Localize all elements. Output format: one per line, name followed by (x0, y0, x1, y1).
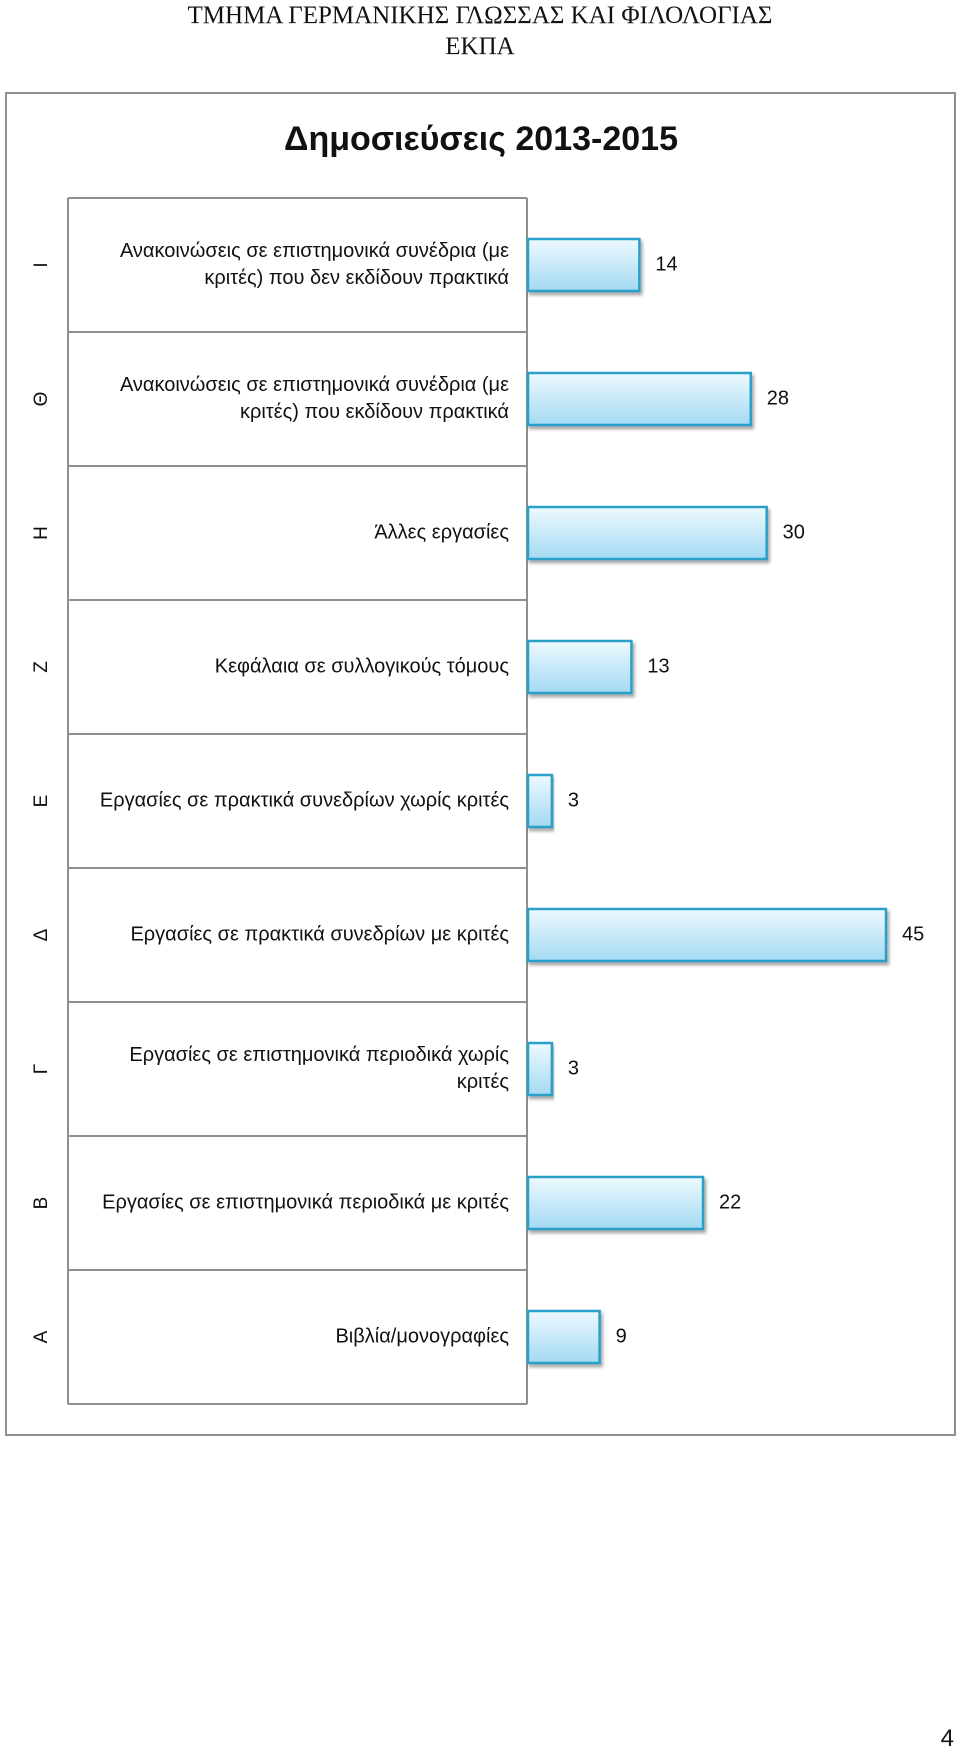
plot-area (31, 198, 924, 1404)
bar (528, 507, 767, 559)
bar (528, 641, 631, 693)
category-letter: Α (31, 1330, 53, 1344)
category-letter: Θ (31, 391, 53, 407)
bar-chart (7, 94, 954, 1434)
bar (528, 1311, 600, 1363)
data-label: 22 (719, 1191, 742, 1214)
bar (528, 1043, 552, 1095)
category-letter: Η (31, 526, 53, 540)
category-label: Εργασίες σε πρακτικά συνεδρίων χωρίς κριτές (99, 789, 509, 812)
bar (528, 1177, 703, 1229)
category-letter: Ι (31, 262, 53, 268)
category-label: Εργασίες σε επιστημονικά περιοδικά με κριτές (102, 1191, 509, 1214)
category-letter: Ζ (31, 661, 53, 673)
chart-frame (5, 92, 956, 1436)
category-label: Ανακοινώσεις σε επιστημονικά συνέδρια (με (119, 373, 509, 396)
department-title: ΤΜΗΜΑ ΓΕΡΜΑΝΙΚΗΣ ΓΛΩΣΣΑΣ ΚΑΙ ΦΙΛΟΛΟΓΙΑΣ (187, 2, 773, 29)
data-label: 13 (647, 655, 670, 678)
data-label: 3 (567, 1057, 579, 1080)
category-label: κριτές (456, 1070, 509, 1093)
category-label: Βιβλία/μονογραφίες (335, 1325, 509, 1348)
page-number: 4 (940, 1725, 954, 1752)
category-label: κριτές) που δεν εκδίδουν πρακτικά (204, 266, 509, 289)
category-label: Κεφάλαια σε συλλογικούς τόμους (214, 655, 509, 678)
data-label: 28 (766, 387, 790, 410)
category-label: Ανακοινώσεις σε επιστημονικά συνέδρια (με (119, 239, 509, 262)
category-letter: Γ (31, 1063, 53, 1075)
data-label: 30 (782, 521, 805, 544)
bar (528, 775, 552, 827)
category-label: κριτές) που εκδίδουν πρακτικά (239, 400, 509, 423)
data-label: 45 (902, 923, 925, 946)
chart-title: Δημοσιεύσεις 2013-2015 (284, 120, 678, 158)
category-letter: Β (31, 1196, 53, 1210)
bar (528, 239, 639, 291)
data-label: 14 (655, 253, 678, 276)
data-label: 3 (567, 789, 579, 812)
category-label: Άλλες εργασίες (374, 521, 509, 544)
category-label: Εργασίες σε επιστημονικά περιοδικά χωρίς (129, 1043, 509, 1066)
bar (528, 909, 886, 961)
category-label: Εργασίες σε πρακτικά συνεδρίων με κριτές (130, 923, 509, 946)
category-letter: Ε (31, 794, 53, 808)
data-label: 9 (615, 1325, 627, 1348)
category-letter: Δ (31, 928, 53, 942)
university-title: ΕΚΠΑ (445, 33, 515, 60)
bar (528, 373, 751, 425)
